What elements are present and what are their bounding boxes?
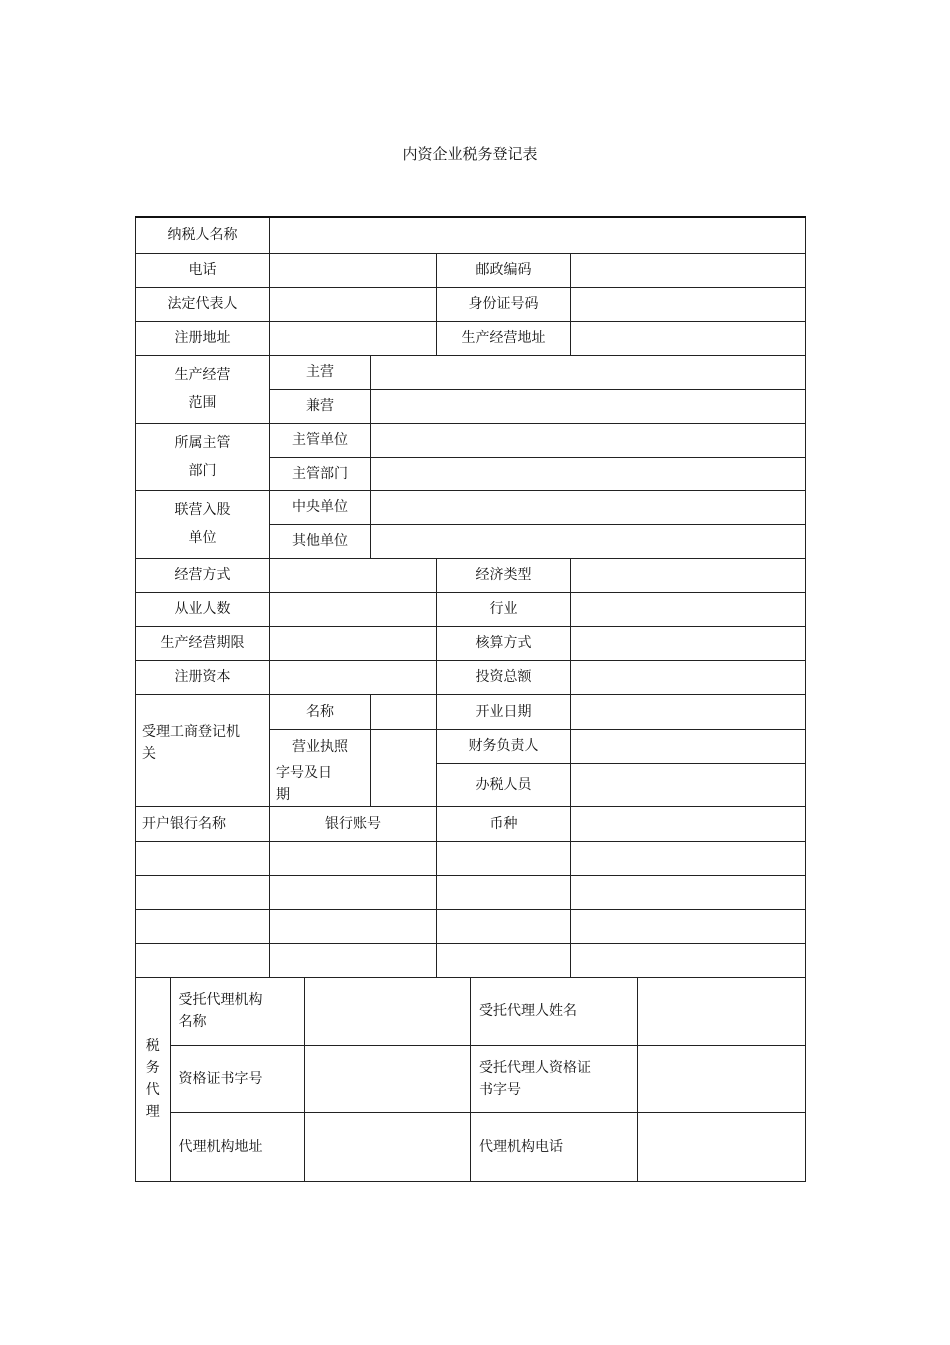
- field-econ-type[interactable]: [571, 558, 806, 592]
- field-side-biz[interactable]: [371, 389, 806, 423]
- label-agent-org-address: 代理机构地址: [170, 1113, 304, 1181]
- field-main-biz[interactable]: [371, 355, 806, 389]
- bank-name-cell[interactable]: [136, 943, 270, 977]
- field-biz-term[interactable]: [270, 626, 437, 660]
- field-taxpayer-name[interactable]: [270, 217, 806, 253]
- label-registration-agency: [136, 694, 270, 806]
- label-agent-name: 受托代理人姓名: [471, 978, 638, 1046]
- label-reg-address: 注册地址: [136, 321, 270, 355]
- field-reg-capital[interactable]: [270, 660, 437, 694]
- label-open-date: 开业日期: [437, 694, 571, 729]
- label-biz-mode: 经营方式: [136, 558, 270, 592]
- bank-row: [136, 875, 806, 909]
- label-accounting: 核算方式: [437, 626, 571, 660]
- field-phone[interactable]: [270, 253, 437, 287]
- field-legal-rep[interactable]: [270, 287, 437, 321]
- bank-account-cell[interactable]: [270, 909, 437, 943]
- label-biz-scope-line1: 生产经营: [174, 367, 231, 383]
- bank-currency-cell[interactable]: [437, 943, 571, 977]
- label-superior-line2: 部门: [188, 462, 217, 479]
- label-agency-line1: 受理工商登记机: [142, 723, 240, 740]
- label-superior-unit: 主管单位: [270, 423, 371, 457]
- label-joint-line2: 单位: [188, 530, 217, 546]
- field-agent-org-name[interactable]: [304, 978, 470, 1046]
- label-taxpayer-name: 纳税人名称: [136, 217, 270, 253]
- label-finance-head: 财务负责人: [437, 729, 571, 763]
- label-industry: 行业: [437, 592, 571, 626]
- side-char-4: 理: [145, 1104, 160, 1120]
- field-currency-header-blank: [571, 806, 806, 841]
- bank-account-cell[interactable]: [270, 943, 437, 977]
- field-accounting[interactable]: [571, 626, 806, 660]
- label-phone: 电话: [136, 253, 270, 287]
- label-side-biz: 兼营: [270, 389, 371, 423]
- tax-agent-table: [136, 978, 805, 1181]
- label-main-biz: 主营: [270, 355, 371, 389]
- bank-extra-cell[interactable]: [571, 909, 806, 943]
- label-biz-term: 生产经营期限: [136, 626, 270, 660]
- label-other-unit: 其他单位: [270, 524, 371, 558]
- field-agent-name[interactable]: [638, 978, 805, 1046]
- field-invest-total[interactable]: [571, 660, 806, 694]
- tax-agent-side-label: [136, 978, 170, 1181]
- label-superior: [136, 423, 270, 490]
- field-biz-mode[interactable]: [270, 558, 437, 592]
- side-char-2: 务: [145, 1060, 160, 1076]
- label-joint-line1: 联营入股: [174, 502, 231, 518]
- label-superior-dept: 主管部门: [270, 457, 371, 490]
- label-cert-no: 资格证书字号: [170, 1046, 304, 1113]
- bank-extra-cell[interactable]: [571, 875, 806, 909]
- field-biz-address[interactable]: [571, 321, 806, 355]
- bank-name-cell[interactable]: [136, 841, 270, 875]
- label-agency-line2: 关: [142, 745, 156, 762]
- field-superior-unit[interactable]: [371, 423, 806, 457]
- bank-row: [136, 909, 806, 943]
- label-central-unit: 中央单位: [270, 490, 371, 524]
- tax-agent-section: [136, 977, 806, 1181]
- label-postcode: 邮政编码: [437, 253, 571, 287]
- field-finance-head[interactable]: [571, 729, 806, 763]
- field-id-number[interactable]: [571, 287, 806, 321]
- label-agent-org-phone: 代理机构电话: [471, 1113, 638, 1181]
- bank-account-cell[interactable]: [270, 841, 437, 875]
- field-postcode[interactable]: [571, 253, 806, 287]
- label-legal-rep: 法定代表人: [136, 287, 270, 321]
- label-license-line3: 期: [276, 786, 290, 803]
- field-agency-name[interactable]: [371, 694, 437, 729]
- field-employees[interactable]: [270, 592, 437, 626]
- field-license[interactable]: [371, 729, 437, 806]
- label-biz-scope-line2: 范围: [188, 395, 217, 411]
- field-agent-org-phone[interactable]: [638, 1113, 805, 1181]
- bank-account-cell[interactable]: [270, 875, 437, 909]
- bank-name-cell[interactable]: [136, 875, 270, 909]
- bank-row: [136, 943, 806, 977]
- bank-name-cell[interactable]: [136, 909, 270, 943]
- label-license-line2: 字号及日: [276, 764, 332, 781]
- label-bank-account: 银行账号: [270, 806, 437, 841]
- bank-row: [136, 841, 806, 875]
- label-license: [270, 729, 371, 806]
- label-reg-capital: 注册资本: [136, 660, 270, 694]
- label-agent-cert: [471, 1046, 638, 1113]
- label-bank-name: 开户银行名称: [136, 806, 270, 841]
- bank-currency-cell[interactable]: [437, 841, 571, 875]
- field-cert-no[interactable]: [304, 1046, 470, 1113]
- label-currency: 币种: [437, 806, 571, 841]
- label-econ-type: 经济类型: [437, 558, 571, 592]
- label-agent-cert-line2: 书字号: [479, 1082, 521, 1098]
- field-agent-cert[interactable]: [638, 1046, 805, 1113]
- label-agency-name: 名称: [270, 694, 371, 729]
- field-industry[interactable]: [571, 592, 806, 626]
- label-biz-address: 生产经营地址: [437, 321, 571, 355]
- side-char-1: 税: [145, 1038, 160, 1054]
- tax-registration-table: [135, 216, 806, 1182]
- label-agent-org-name: [170, 978, 304, 1046]
- side-char-3: 代: [145, 1082, 160, 1098]
- form-title: 内资企业税务登记表: [402, 145, 538, 163]
- field-tax-clerk[interactable]: [571, 763, 806, 806]
- field-reg-address[interactable]: [270, 321, 437, 355]
- bank-extra-cell[interactable]: [571, 841, 806, 875]
- label-joint-venture: [136, 490, 270, 558]
- field-central-unit[interactable]: [371, 490, 806, 524]
- field-other-unit[interactable]: [371, 524, 806, 558]
- bank-currency-cell[interactable]: [437, 875, 571, 909]
- field-superior-dept[interactable]: [371, 457, 806, 490]
- label-agent-org-name-line2: 名称: [178, 1014, 207, 1031]
- label-agent-org-name-line1: 受托代理机构: [178, 992, 263, 1009]
- label-license-line1: 营业执照: [292, 738, 348, 755]
- bank-currency-cell[interactable]: [437, 909, 571, 943]
- label-biz-scope: [136, 355, 270, 423]
- label-superior-line1: 所属主管: [174, 434, 231, 451]
- label-invest-total: 投资总额: [437, 660, 571, 694]
- label-agent-cert-line1: 受托代理人资格证: [479, 1060, 591, 1076]
- label-employees: 从业人数: [136, 592, 270, 626]
- label-id-number: 身份证号码: [437, 287, 571, 321]
- bank-extra-cell[interactable]: [571, 943, 806, 977]
- label-tax-clerk: 办税人员: [437, 763, 571, 806]
- field-open-date[interactable]: [571, 694, 806, 729]
- field-agent-org-address[interactable]: [304, 1113, 470, 1181]
